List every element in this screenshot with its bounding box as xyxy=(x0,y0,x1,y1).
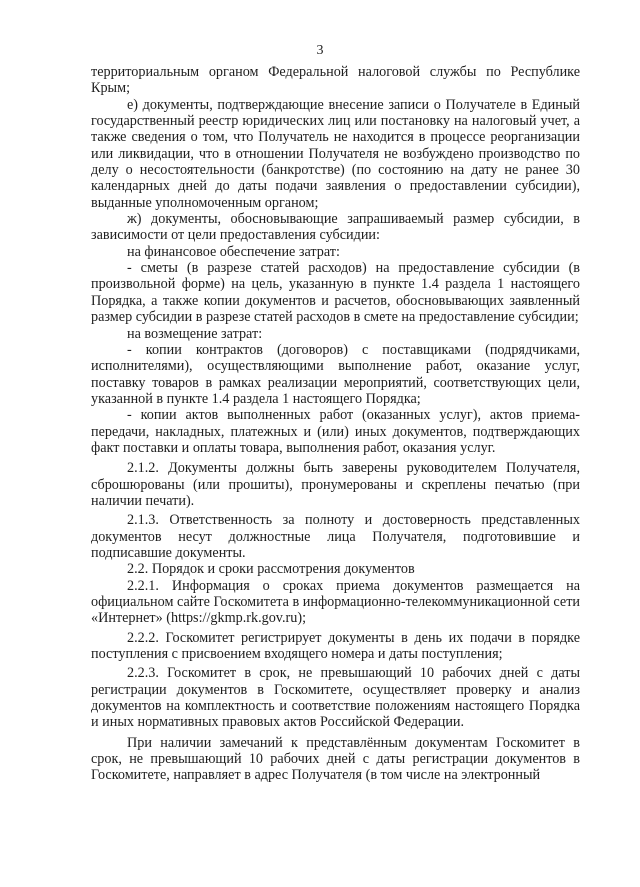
paragraph: 2.2.2. Госкомитет регистрирует документы в день их подачи в порядке поступления с присвоением входящего номера и даты поступления; xyxy=(91,629,580,663)
paragraph: 2.2.3. Госкомитет в срок, не превышающий 10 рабочих дней с даты регистрации документов в Госкомитете, осуществляет проверку и анализ документов на комплектность и соответствие положениям настоящего Порядка и иных нормативных правовых актов Российской Федерации. xyxy=(91,665,580,731)
paragraph: 2.2.1. Информация о сроках приема документов размещается на официальном сайте Госкомитета в информационно-телекоммуникационной сети «Интернет» (https://gkmp.rk.gov.ru); xyxy=(91,577,580,627)
paragraph: 2.1.3. Ответственность за полноту и достоверность представленных документов несут должностные лица Получателя, подготовившие и подписавшие документы. xyxy=(91,512,580,561)
paragraph: на возмещение затрат: xyxy=(127,325,263,342)
page-number: 3 xyxy=(316,43,324,58)
list-item: - сметы (в разрезе статей расходов) на предоставление субсидии (в произвольной форме) на цель, указанную в пункте 1.4 раздела 1 настоящего Порядка, а также копии документов и расчетов, обосновывающих заявленный размер субсидии в разрезе статей расходов в смете на предоставление субсидии; xyxy=(91,260,580,326)
list-item: - копии актов выполненных работ (оказанных услуг), актов приема-передачи, накладных, платежных и (или) иных документов, подтверждающих факт поставки и оплаты товара, выполнения работ, оказания услуг. xyxy=(91,407,580,456)
list-item: - копии контрактов (договоров) с поставщиками (подрядчиками, исполнителями), осуществляющими выполнение работ, оказание услуг, поставку товаров в рамках реализации мероприятий, соответствующих цели, указанной в пункте 1.4 раздела 1 настоящего Порядка; xyxy=(91,341,580,407)
document-body xyxy=(91,64,580,784)
paragraph: При наличии замечаний к представлённым документам Госкомитет в срок, не превышающий 10 рабочих дней с даты регистрации документов в Госкомитете, направляет в адрес Получателя (в том числе на электронный xyxy=(91,734,580,784)
paragraph: территориальным органом Федеральной налоговой службы по Республике Крым; xyxy=(91,64,580,97)
paragraph: ж) документы, обосновывающие запрашиваемый размер субсидии, в зависимости от цели предоставления субсидии: xyxy=(91,211,580,244)
section-heading: 2.2. Порядок и сроки рассмотрения документов xyxy=(127,561,415,578)
paragraph: 2.1.2. Документы должны быть заверены руководителем Получателя, сброшюрованы (или прошиты), пронумерованы и скреплены печатью (при наличии печати). xyxy=(91,460,580,509)
paragraph: е) документы, подтверждающие внесение записи о Получателе в Единый государственный реестр юридических лиц или постановку на налоговый учет, а также сведения о том, что Получатель не находится в процессе реорганизации или ликвидации, что в отношении Получателя не возбуждено производство по делу о несостоятельности (банкротстве) (по состоянию на дату не ранее 30 календарных дней до даты подачи заявления о предоставлении субсидии), выданные уполномоченным органом; xyxy=(91,96,580,211)
paragraph: на финансовое обеспечение затрат: xyxy=(127,243,340,260)
